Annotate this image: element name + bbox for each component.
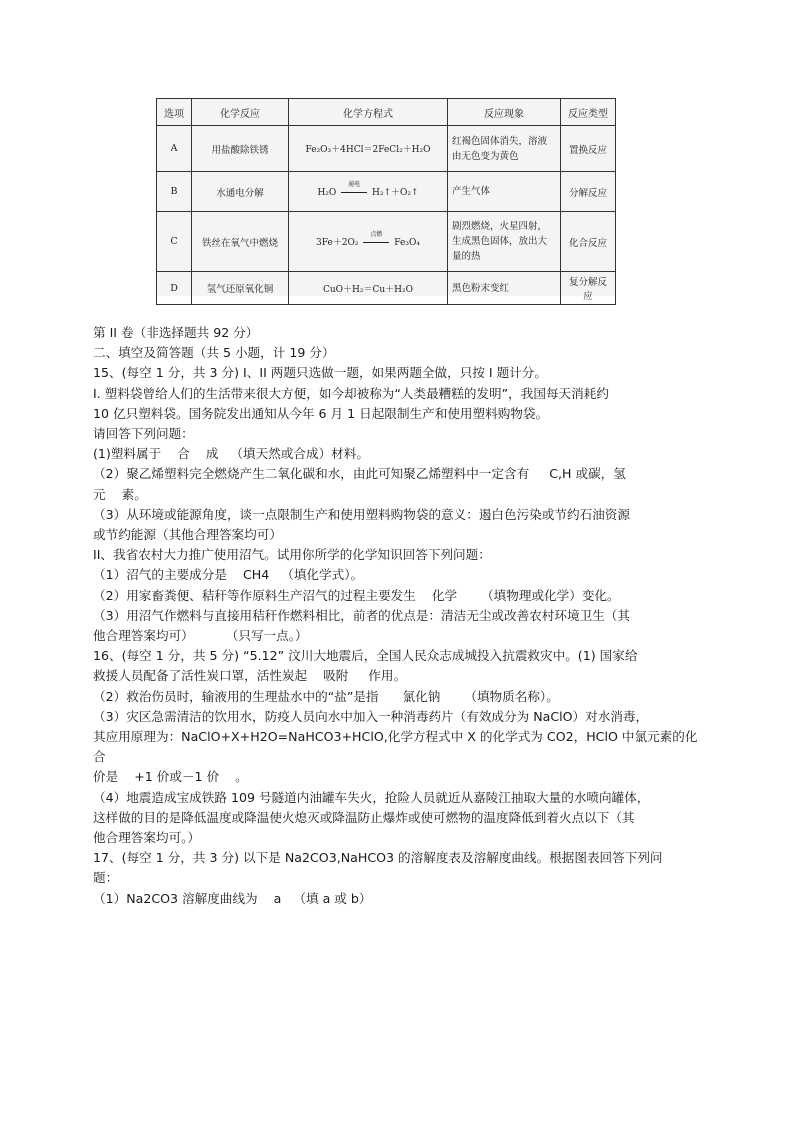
row-type: 置换反应: [561, 126, 616, 172]
row-equation: [289, 172, 448, 212]
table-row: [157, 126, 616, 172]
condition-label: 通电: [348, 181, 361, 188]
text-line: 救援人员配备了活性炭口罩，活性炭起 吸附 作用。: [93, 668, 407, 684]
question-15-heading: 15、(每空 1 分，共 3 分) I、II 两题只选做一题，如果两题全做，只按 I 题计分。: [93, 365, 547, 381]
header-option: 选项: [157, 99, 192, 126]
row-type: 分解反应: [561, 172, 616, 212]
text-line: （1）沼气的主要成分是 CH4 （填化学式）。: [93, 567, 364, 583]
row-type: 化合反应: [561, 212, 616, 272]
row-option: A: [157, 126, 192, 172]
question-17-heading: 17、(每空 1 分，共 3 分) 以下是 Na2CO3,NaHCO3 的溶解度表及溶解度曲线。根据图表回答下列问: [93, 850, 663, 866]
row-option: B: [157, 172, 192, 212]
text-line: 10 亿只塑料袋。国务院发出通知从今年 6 月 1 日起限制生产和使用塑料购物袋。: [93, 405, 549, 421]
text-line: 请回答下列问题：: [93, 426, 194, 442]
text-line: 他合理答案均可。）: [93, 830, 201, 846]
text-line: 这样做的目的是降低温度或降温使火熄灭或降温防止爆炸或使可燃物的温度降低到着火点以下（其: [93, 809, 635, 825]
table-header-row: [157, 99, 616, 126]
text-line: I. 塑料袋曾给人们的生活带来很大方便，如今却被称为“人类最糟糕的发明”，我国每天消耗约: [93, 385, 609, 401]
row-option: C: [157, 212, 192, 272]
text-line: 题：: [93, 870, 119, 886]
header-phenomenon: 反应现象: [448, 99, 561, 126]
condition-arrow: [361, 231, 391, 248]
header-type: 反应类型: [561, 99, 616, 126]
text-line: （3）从环境或能源角度，谈一点限制生产和使用塑料购物袋的意义：遏白色污染或节约石油资源: [93, 506, 630, 522]
text-line: （4）地震造成宝成铁路 109 号隧道内油罐车失火，抢险人员就近从嘉陵江抽取大量的水喷向罐体，: [93, 789, 650, 805]
reaction-table-image: [156, 98, 616, 302]
equation-left: 3Fe＋2O₂: [316, 238, 359, 248]
row-phenomenon: 红褐色固体消失，溶液由无色变为黄色: [448, 126, 561, 172]
condition-label: 点燃: [370, 231, 383, 238]
text-line: （2）救治伤员时，输液用的生理盐水中的“盐”是指 氯化钠 （填物质名称）。: [93, 688, 559, 704]
text-line: 价是 +1 价或－1 价 。: [93, 769, 248, 785]
text-line: （1）Na2CO3 溶解度曲线为 a （填 a 或 b）: [93, 890, 372, 906]
equation-right: Fe₃O₄: [394, 238, 420, 248]
text-line: 他合理答案均可） （只写一点。）: [93, 628, 308, 644]
header-equation: 化学方程式: [289, 99, 448, 126]
section-title: 第 II 卷（非选择题共 92 分）: [93, 325, 259, 340]
text-line: 或节约能源（其他合理答案均可）: [93, 527, 282, 543]
document-body: [93, 323, 703, 909]
reaction-table: [156, 98, 616, 305]
text-line: II、我省农村大力推广使用沼气。试用你所学的化学知识回答下列问题：: [93, 547, 491, 563]
row-phenomenon: 剧烈燃烧，火星四射，生成黑色固体，放出大量的热: [448, 212, 561, 272]
table-row: [157, 172, 616, 212]
table-row: [157, 272, 616, 305]
section-subtitle: 二、填空及简答题（共 5 小题，计 19 分）: [93, 345, 335, 361]
row-phenomenon: 黑色粉末变红: [448, 272, 561, 305]
text-line: （3）用沼气作燃料与直接用秸秆作燃料相比，前者的优点是：清洁无尘或改善农村环境卫生（其: [93, 607, 630, 623]
row-equation: Fe₂O₃＋4HCl＝2FeCl₂＋H₂O: [289, 126, 448, 172]
row-reaction: 用盐酸除铁锈: [192, 126, 289, 172]
question-16-heading: 16、(每空 1 分，共 5 分) “5.12” 汶川大地震后，全国人民众志成城投入抗震救灾中。(1) 国家给: [93, 648, 638, 664]
row-option: D: [157, 272, 192, 305]
text-line: （3）灾区急需清洁的饮用水，防疫人员向水中加入一种消毒药片（有效成分为 NaClO）对水消毒，: [93, 708, 649, 724]
equation-left: H₂O: [317, 188, 337, 198]
row-reaction: 铁丝在氧气中燃烧: [192, 212, 289, 272]
row-reaction: 水通电分解: [192, 172, 289, 212]
row-phenomenon: 产生气体: [448, 172, 561, 212]
row-equation: CuO＋H₂＝Cu＋H₂O: [289, 272, 448, 305]
text-line: （2）聚乙烯塑料完全燃烧产生二氧化碳和水，由此可知聚乙烯塑料中一定含有 C,H 或碳，氢: [93, 466, 626, 482]
equation-right: H₂↑＋O₂↑: [372, 188, 419, 198]
row-type: 复分解反应: [561, 272, 616, 305]
text-line: 其应用原理为：NaClO+X+H2O=NaHCO3+HClO,化学方程式中 X 的化学式为 CO2，HClO 中氯元素的化合: [93, 729, 698, 765]
text-line: （2）用家畜粪便、秸秆等作原料生产沼气的过程主要发生 化学 （填物理或化学）变化。: [93, 587, 620, 603]
row-reaction: 氢气还原氧化铜: [192, 272, 289, 305]
table-row: [157, 212, 616, 272]
condition-arrow: [339, 181, 369, 198]
header-reaction: 化学反应: [192, 99, 289, 126]
row-equation: [289, 212, 448, 272]
text-line: 元 素。: [93, 486, 147, 502]
text-line: (1)塑料属于 合 成 （填天然或合成）材料。: [93, 446, 369, 462]
